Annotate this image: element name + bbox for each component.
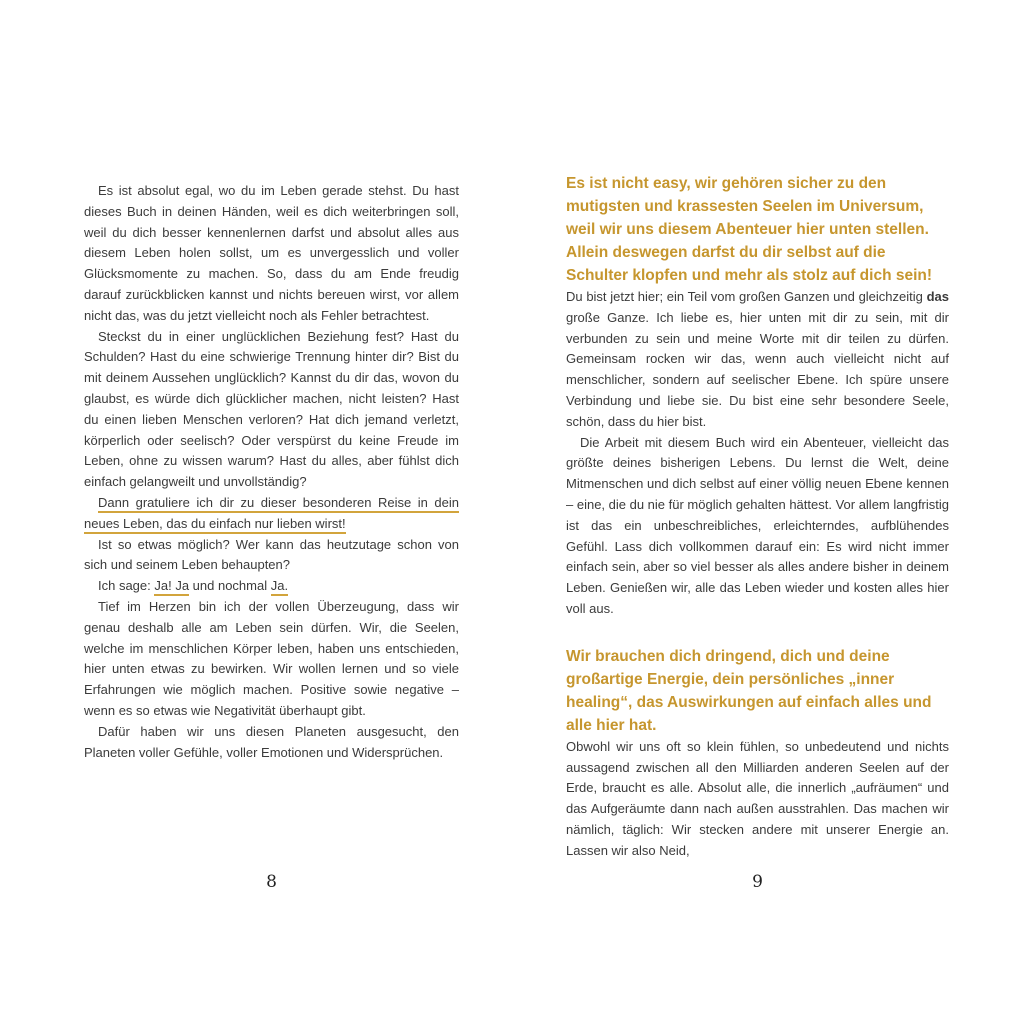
paragraph: Ist so etwas möglich? Wer kann das heutzutage schon von sich und seinem Leben behaupten? — [84, 536, 459, 573]
paragraph: Tief im Herzen bin ich der vollen Überzeugung, dass wir genau deshalb alle am Leben sein dürfen. Wir, die Seelen, welche im menschlichen Körper leben, haben uns entschieden, hier unten etwas zu bewirken. Wir wollen lernen und so viele Erfahrungen wie möglich machen. Positive sowie negative – wenn es so etwas wie Negativität überhaupt gibt. — [84, 598, 459, 718]
left-page-text-column — [84, 181, 459, 763]
page-number-left: 8 — [266, 872, 277, 892]
underlined-text: Ja! Ja — [154, 578, 189, 596]
underlined-text: Dann gratuliere ich dir zu dieser besonderen Reise in dein neues Leben, das du einfach nur lieben wirst! — [84, 495, 459, 534]
text-segment: Ich sage: — [98, 578, 155, 594]
paragraph: Obwohl wir uns oft so klein fühlen, so unbedeutend und nichts aussagend zwischen all den Milliarden anderen Seelen auf der Erde, braucht es alle. Absolut alle, die innerlich „aufräumen“ und das Aufgeräumte dann nach außen ausstrahlen. Das machen wir nämlich, täglich: Wir stecken andere mit unserer Energie an. Lassen wir also Neid, — [566, 738, 949, 858]
text-segment: und nochmal — [189, 578, 271, 594]
text-segment: große Ganze. Ich liebe es, hier unten mit dir zu sein, mit dir verbunden zu sein und meine Worte mit dir teilen zu dürfen. Gemeinsam rocken wir das, wenn auch vielleicht nicht auf menschlicher, sondern auf seelischer Ebene. Ich spüre unsere Verbindung und liebe sie. Du bist eine sehr besondere Seele, schön, dass du hier bist. — [566, 309, 949, 429]
paragraph: Steckst du in einer unglücklichen Beziehung fest? Hast du Schulden? Hast du eine schwierige Trennung hinter dir? Bist du mit deinem Aussehen unglücklich? Kannst du dir das, wovon du glaubst, es würde dich glücklicher machen, nicht leisten? Hast du einen lieben Menschen verloren? Hat dich jemand verletzt, körperlich oder seelisch? Oder verspürst du keine Freude im Leben, ohne zu wissen warum? Hast du alles, aber fühlst dich einfach gelangweilt und unvollständig? — [84, 328, 459, 490]
paragraph — [84, 576, 459, 597]
paragraph: Dafür haben wir uns diesen Planeten ausgesucht, den Planeten voller Gefühle, voller Emotionen und Widersprüchen. — [84, 723, 459, 760]
section-heading: Es ist nicht easy, wir gehören sicher zu den mutigsten und krassesten Seelen im Universum, weil wir uns diesem Abenteuer hier unten stellen. Allein deswegen darfst du dir selbst auf die Schulter klopfen und mehr als stolz auf dich sein! — [566, 175, 933, 284]
right-page-text-column — [566, 172, 949, 862]
paragraph: Es ist absolut egal, wo du im Leben gerade stehst. Du hast dieses Buch in deinen Händen, weil es dich weiterbringen soll, weil du dich besser kennenlernen darfst und absolut alles aus diesem Leben holen sollst, um es unvergesslich und voller Glücksmomente zu machen. So, dass du am Ende freudig darauf zurückblicken kannst und nichts bereuen wirst, vor allem nicht das, was du jetzt vielleicht noch als Fehler betrachtest. — [84, 183, 459, 323]
section-heading: Wir brauchen dich dringend, dich und deine großartige Energie, dein persönliches „inner healing“, das Auswirkungen auf einfach alles und alle hier hat. — [566, 647, 932, 734]
paragraph-underlined — [84, 493, 459, 535]
text-segment: Du bist jetzt hier; ein Teil vom großen Ganzen und gleichzeitig — [566, 289, 927, 304]
page-number-right: 9 — [752, 872, 763, 892]
paragraph — [566, 287, 949, 433]
paragraph: Die Arbeit mit diesem Buch wird ein Abenteuer, vielleicht das größte deines bisherigen Lebens. Du lernst die Welt, deine Mitmenschen und dich selbst auf einer völlig neuen Ebene kennen – eine, die du nie für möglich gehalten hättest. Vor allem langfristig ist das ein unbeschreibliches, erleichterndes, aufblühendes Gefühl. Lass dich vollkommen darauf ein: Es wird nicht immer einfach sein, aber so viel besser als alles andere bisher in deinem Leben. Genießen wir, alle das Leben wieder und kosten alles hier voll aus. — [566, 434, 950, 616]
underlined-text: Ja. — [271, 578, 288, 596]
bold-text: das — [926, 289, 949, 304]
